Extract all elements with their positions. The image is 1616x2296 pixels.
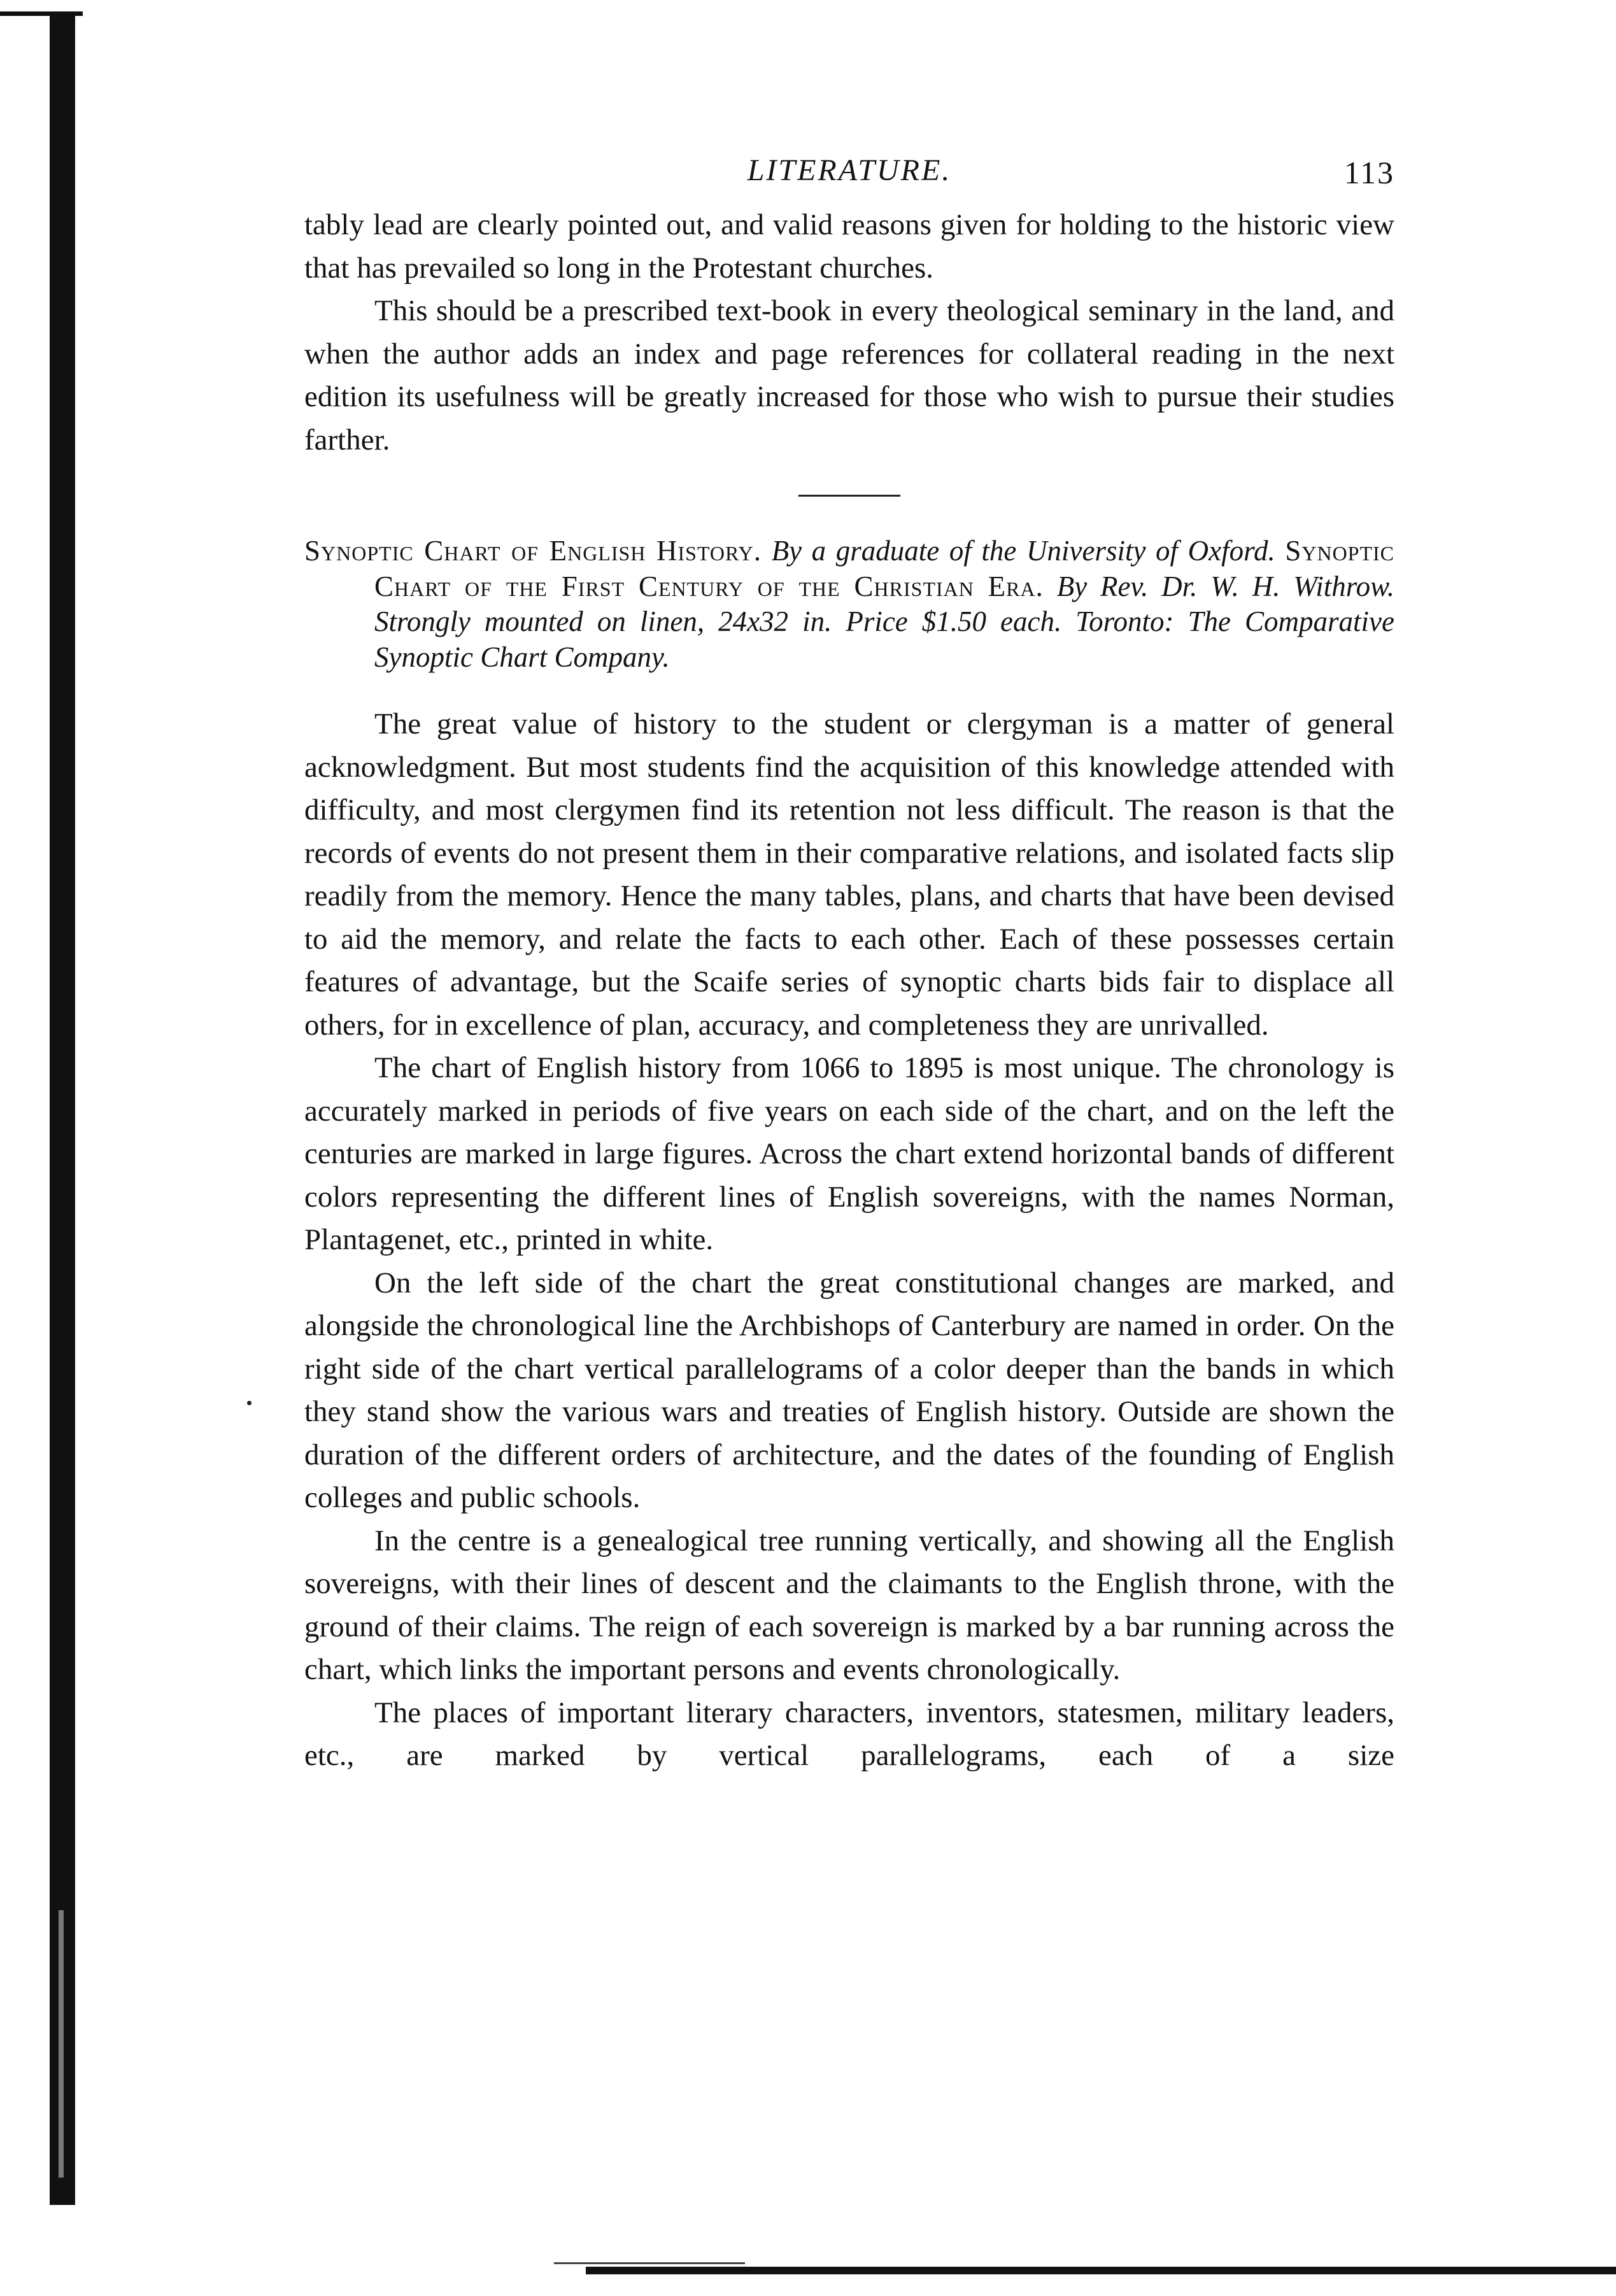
review-paragraph: In the centre is a genealogical tree running vertically, and showing all the English sovereigns, with their lines of descent and the claimants to the English throne, with the ground of their claims. The reign of each sovereign is marked by a bar running across the chart, which links the important persons and events chronologically.	[304, 1524, 1394, 1686]
citation-title-2: Synoptic Chart of the First Century of the Christian Era.	[374, 535, 1395, 602]
binding-edge	[50, 11, 75, 2205]
continued-paragraph: tably lead are clearly pointed out, and valid reasons given for holding to the historic view that has prevailed so long in the Protestant churches.	[304, 208, 1394, 285]
running-title: LITERATURE.	[747, 153, 952, 187]
review-paragraph: The places of important literary characters, inventors, statesmen, military leaders, etc., are marked by vertical parallelograms, each of a size	[304, 1696, 1394, 1772]
page-number: 113	[1343, 155, 1394, 190]
review-paragraph: On the left side of the chart the great constitutional changes are marked, and alongside the chronological line the Archbishops of Canterbury are named in order. On the right side of the chart vertical parallelograms of a color deeper than the bands in which they stand show the various wars and treaties of English history. Outside are shown the duration of the different orders of architecture, and the dates of the founding of English colleges and public schools.	[304, 1266, 1394, 1514]
citation-author-2: By Rev. Dr. W. H. Withrow.	[1056, 570, 1395, 602]
binding-edge-light	[59, 1910, 64, 2178]
review-paragraph: The great value of history to the student or clergyman is a matter of general acknowledgment. But most students find the acquisition of this knowledge attended with difficulty, and most clergymen find its retention not less difficult. The reason is that the records of events do not present them in their comparative relations, and isolated facts slip readily from the memory. Hence the many tables, plans, and charts that have been devised to aid the memory, and relate the facts to each other. Each of these possesses certain features of advantage, but the Scaife series of synoptic charts bids fair to displace all others, for in excellence of plan, accuracy, and completeness they are unrivalled.	[304, 707, 1394, 1042]
section-divider	[798, 495, 900, 497]
review-paragraph: The chart of English history from 1066 to 1895 is most unique. The chronology is accurately marked in periods of five years on each side of the chart, and on the left the centuries are marked in large figures. Across the chart extend horizontal bands of different colors representing the different lines of English sovereigns, with the names Norman, Plantagenet, etc., printed in white.	[304, 1051, 1394, 1256]
scan-speck	[247, 1401, 252, 1405]
citation-details: Strongly mounted on linen, 24x32 in. Price $1.50 each. Toronto: The Comparative Synoptic Chart Company.	[374, 606, 1394, 673]
citation-title-1: Synoptic Chart of English History.	[304, 535, 762, 567]
closing-paragraph: This should be a prescribed text-book in every theological seminary in the land, and when the author adds an index and page references for collateral reading in the next edition its usefulness will be greatly increased for those who wish to pursue their studies farther.	[304, 294, 1394, 457]
review-citation	[304, 534, 1394, 675]
scan-bottom-edge-thin	[554, 2262, 745, 2264]
citation-author-1: By a graduate of the University of Oxford.	[771, 535, 1275, 567]
running-head	[304, 153, 1394, 204]
scan-bottom-edge	[586, 2267, 1616, 2274]
page	[304, 153, 1394, 1778]
